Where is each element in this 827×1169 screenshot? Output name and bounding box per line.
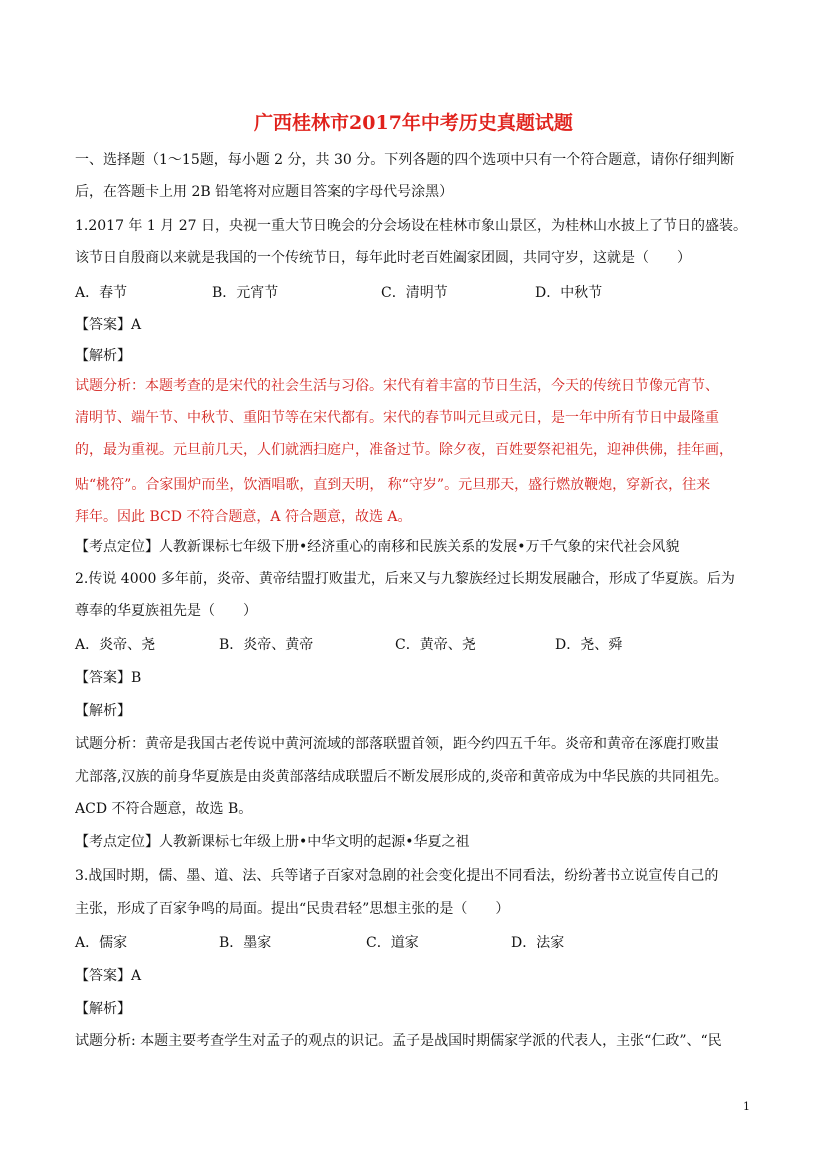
q1-answer: 【答案】A xyxy=(75,317,142,333)
q3-analysis-label: 【解析】 xyxy=(75,1001,131,1017)
q3-option-d: D．法家 xyxy=(511,935,565,951)
q2-analysis-line-1: 试题分析：黄帝是我国古老传说中黄河流域的部落联盟首领，距今约四五千年。炎帝和黄帝在涿鹿打败蚩 xyxy=(75,736,719,752)
q3-answer: 【答案】A xyxy=(75,968,142,984)
q1-analysis-line-3: 的，最为重视。元旦前几天，人们就洒扫庭户，准备过节。除夕夜，百姓要祭祀祖先，迎神供佛，挂年画， xyxy=(75,442,733,458)
q3-analysis-line-1: 试题分析: 本题主要考查学生对孟子的观点的识记。孟子是战国时期儒家学派的代表人，主张“仁政”、“民 xyxy=(75,1033,722,1049)
q2-stem-line-2: 尊奉的华夏族祖先是（ ） xyxy=(75,603,257,619)
page-number: 1 xyxy=(743,1100,750,1113)
q2-stem-line-1: 2.传说 4000 多年前，炎帝、黄帝结盟打败蚩尤，后来又与九黎族经过长期发展融合，形成了华夏族。后为 xyxy=(75,571,735,587)
q1-analysis-line-4: 贴“桃符”。合家围炉而坐，饮酒唱歌，直到天明， 称“守岁”。元旦那天，盛行燃放鞭炮，穿新衣，往来 xyxy=(75,477,711,493)
q2-analysis-line-3: ACD 不符合题意，故选 B。 xyxy=(75,801,253,817)
q1-option-b: B．元宵节 xyxy=(212,285,279,301)
q1-option-c: C．清明节 xyxy=(381,285,448,301)
q3-option-a: A．儒家 xyxy=(75,935,128,951)
q1-option-a: A．春节 xyxy=(75,285,128,301)
q1-stem-line-1: 1.2017 年 1 月 27 日，央视一重大节日晚会的分会场设在桂林市象山景区，为桂林山水披上了节日的盛装。 xyxy=(75,218,747,234)
q3-stem-line-1: 3.战国时期，儒、墨、道、法、兵等诸子百家对急剧的社会变化提出不同看法，纷纷著书立说宣传自己的 xyxy=(75,868,719,884)
q1-analysis-line-1: 试题分析：本题考查的是宋代的社会生活与习俗。宋代有着丰富的节日生活，今天的传统日节像元宵节、 xyxy=(75,378,719,394)
section-intro-line-1: 一、选择题（1～15题，每小题 2 分，共 30 分。下列各题的四个选项中只有一个符合题意，请你仔细判断 xyxy=(75,152,735,168)
q1-stem-line-2: 该节日自殷商以来就是我国的一个传统节日，每年此时老百姓阖家团圆，共同守岁，这就是（ ） xyxy=(75,250,691,266)
q1-analysis-line-5: 拜年。因此 BCD 不符合题意，A 符合题意，故选 A。 xyxy=(75,509,412,525)
q3-stem-line-2: 主张，形成了百家争鸣的局面。提出“民贵君轻”思想主张的是（ ） xyxy=(75,901,510,917)
q2-analysis-line-2: 尤部落,汉族的前身华夏族是由炎黄部落结成联盟后不断发展形成的,炎帝和黄帝成为中华民族的共同祖先。 xyxy=(75,769,728,785)
q1-option-d: D．中秋节 xyxy=(535,285,603,301)
q3-option-c: C．道家 xyxy=(366,935,419,951)
q3-option-b: B．墨家 xyxy=(219,935,272,951)
q2-option-d: D．尧、舜 xyxy=(555,637,623,653)
page-title: 广西桂林市2017年中考历史真题试题 xyxy=(254,112,573,134)
q2-option-b: B．炎帝、黄帝 xyxy=(219,637,314,653)
q2-option-c: C．黄帝、尧 xyxy=(395,637,476,653)
q1-kaodian: 【考点定位】人教新课标七年级下册•经济重心的南移和民族关系的发展•万千气象的宋代社会风貌 xyxy=(75,539,680,555)
q1-analysis-label: 【解析】 xyxy=(75,348,131,364)
q1-analysis-line-2: 清明节、端午节、中秋节、重阳节等在宋代都有。宋代的春节叫元旦或元日，是一年中所有节日中最隆重 xyxy=(75,410,719,426)
q2-option-a: A．炎帝、尧 xyxy=(75,637,156,653)
q2-kaodian: 【考点定位】人教新课标七年级上册•中华文明的起源•华夏之祖 xyxy=(75,834,470,850)
q2-analysis-label: 【解析】 xyxy=(75,703,131,719)
section-intro-line-2: 后，在答题卡上用 2B 铅笔将对应题目答案的字母代号涂黑） xyxy=(75,184,454,200)
q2-answer: 【答案】B xyxy=(75,670,142,686)
